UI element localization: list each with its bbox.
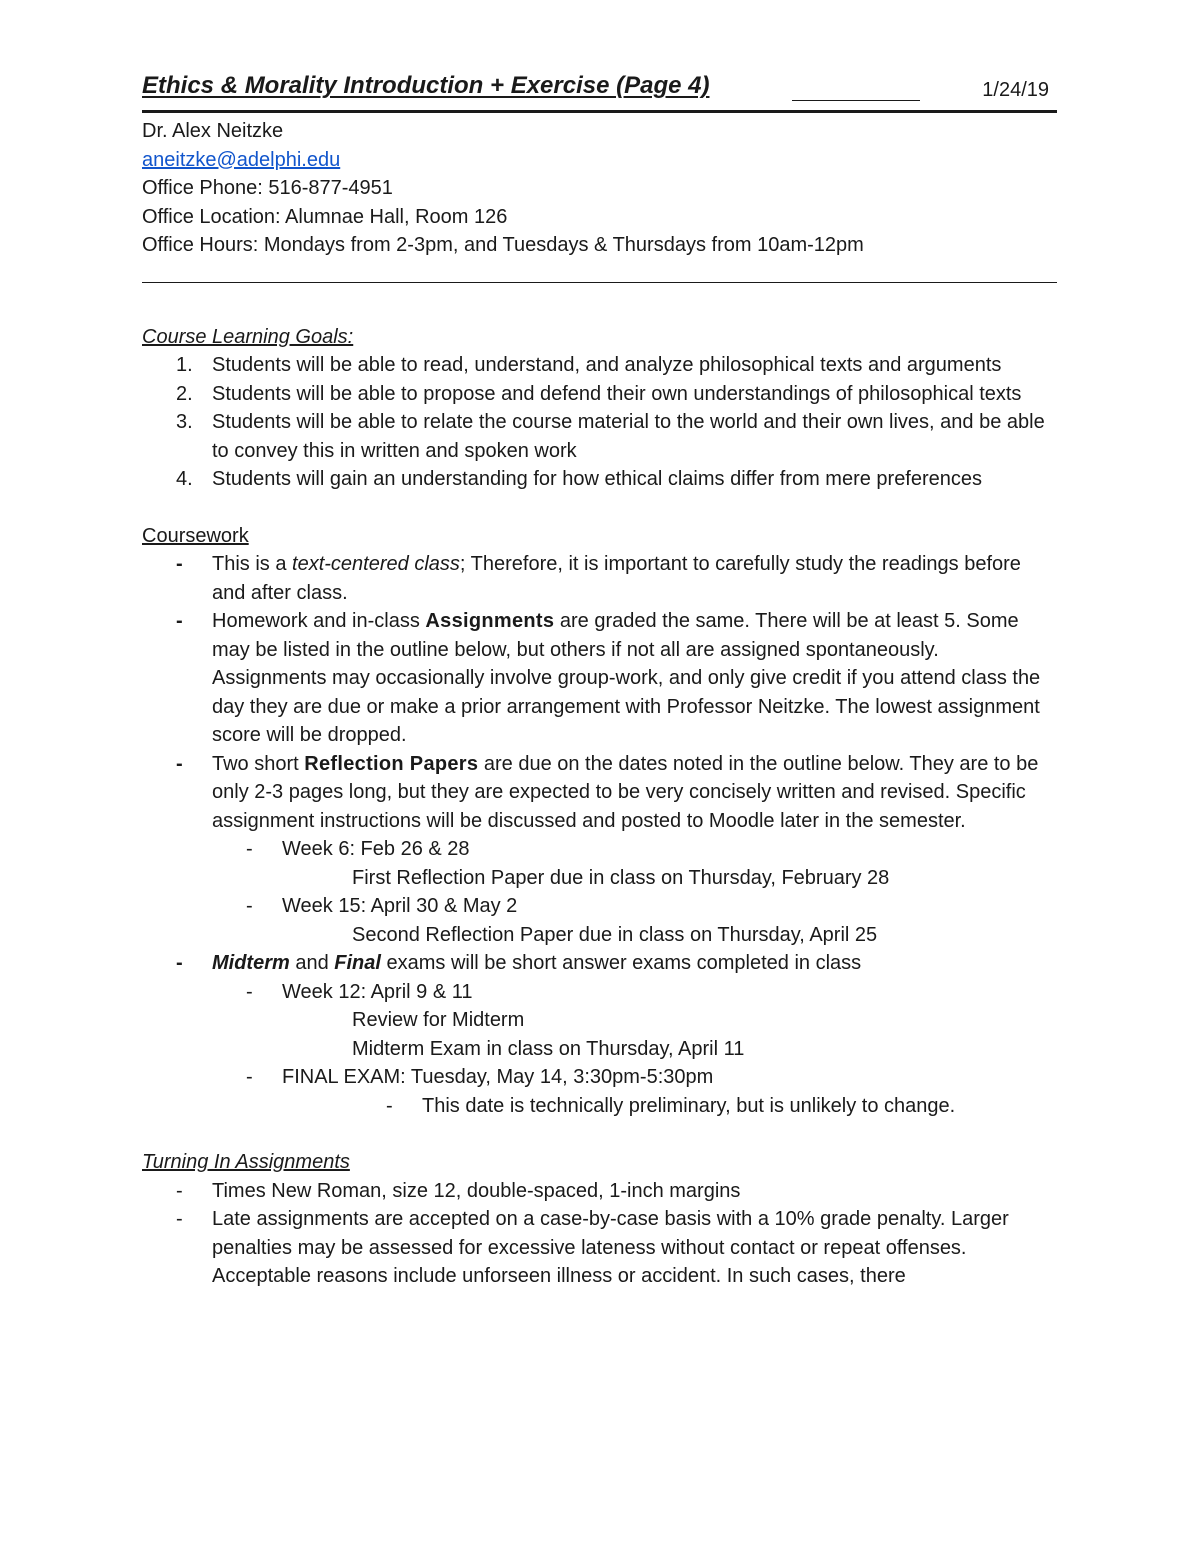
sub-list-item — [142, 978, 1057, 1064]
title-underline-rule — [792, 100, 920, 101]
goals-heading: Course Learning Goals: — [142, 325, 354, 348]
dash-bullet: - — [246, 838, 253, 860]
goal-text: Students will be able to read, understand, and analyze philosophical texts and arguments — [212, 354, 1002, 376]
turning-in-heading: Turning In Assignments — [142, 1151, 350, 1173]
coursework-text: exams will be short answer exams completed in class — [380, 952, 862, 974]
list-item — [142, 380, 1057, 409]
coursework-text: and — [289, 952, 335, 974]
coursework-list — [142, 550, 1057, 1120]
emphasis-text: text-centered class — [292, 553, 460, 575]
bold-italic-text: Midterm — [212, 952, 290, 974]
dash-bullet: - — [176, 752, 183, 775]
week-detail: Second Reflection Paper due in class on Thursday, April 25 — [352, 923, 878, 946]
dash-bullet: - — [176, 553, 183, 575]
exam-dates-list — [142, 978, 1057, 1121]
bold-text: Assignments — [425, 610, 555, 632]
goal-text: Students will be able to relate the course material to the world and their own lives, and be able to convey this in written and spoken work — [212, 411, 1045, 462]
list-number: 4. — [176, 468, 193, 490]
coursework-text: ; Therefore, it is important to carefully study the readings before and after class. — [212, 553, 1021, 604]
office-location: Office Location: Alumnae Hall, Room 126 — [142, 205, 508, 228]
coursework-heading: Coursework — [142, 524, 249, 547]
turning-in-list — [142, 1177, 1057, 1291]
reflection-dates-list — [142, 835, 1057, 949]
exam-note: This date is technically preliminary, but is unlikely to change. — [422, 1094, 956, 1117]
instructor-name: Dr. Alex Neitzke — [142, 120, 284, 142]
sub-list-item — [142, 1063, 1057, 1120]
dash-bullet: - — [176, 1179, 183, 1202]
list-item — [142, 1177, 1057, 1206]
bold-italic-text: Final — [334, 952, 381, 974]
turning-in-text: Late assignments are accepted on a case-by-case basis with a 10% grade penalty. Larger penalties may be assessed for excessive lateness without contact or repeat offenses. Acceptable reasons include unforseen illness or accident. In such cases, there — [212, 1208, 1009, 1287]
goal-text: Students will be able to propose and defend their own understandings of philosophical texts — [212, 382, 1022, 405]
coursework-text: Homework and in-class — [212, 610, 426, 632]
coursework-text: are due on the dates noted in the outline below. They are to be only 2-3 pages long, but they are expected to be very concisely written and revised. Specific assignment instructions will be discussed and posted to Moodle later in the semester. — [212, 752, 1039, 832]
sub-list-item — [142, 835, 1057, 892]
week-label: Week 15: April 30 & May 2 — [282, 895, 518, 917]
list-item — [142, 607, 1057, 750]
coursework-text: Two short — [212, 752, 305, 775]
week-detail: Midterm Exam in class on Thursday, April 11 — [352, 1037, 745, 1060]
sub-list-item — [142, 892, 1057, 949]
office-phone: Office Phone: 516-877-4951 — [142, 177, 393, 199]
turning-in-text: Times New Roman, size 12, double-spaced, 1-inch margins — [212, 1179, 741, 1202]
coursework-text: are graded the same. There will be at least 5. Some may be listed in the outline below, but others if not all are assigned spontaneously. Assignments may occasionally involve group-work, and only give credit if you attend class the day they are due or make a prior arrangement with Professor Neitzke. The lowest assignment score will be dropped. — [212, 610, 1041, 746]
document-title: Ethics & Morality Introduction + Exercise (Page 4) — [142, 72, 710, 99]
dash-bullet: - — [246, 980, 253, 1003]
week-detail: Review for Midterm — [352, 1009, 525, 1031]
contact-block — [142, 117, 1057, 260]
list-item — [142, 351, 1057, 380]
dash-bullet: - — [386, 1094, 393, 1117]
list-item — [142, 408, 1057, 465]
dash-bullet: - — [176, 952, 183, 974]
dash-bullet: - — [176, 1208, 183, 1230]
header-divider — [142, 110, 1057, 113]
list-number: 2. — [176, 382, 193, 405]
email-link[interactable]: aneitzke@adelphi.edu — [142, 148, 341, 171]
coursework-text: This is a — [212, 553, 293, 575]
list-number: 1. — [176, 354, 193, 376]
week-detail: First Reflection Paper due in class on Thursday, February 28 — [352, 866, 890, 889]
list-item — [142, 750, 1057, 950]
bold-text: Reflection Papers — [304, 752, 479, 775]
office-hours: Office Hours: Mondays from 2-3pm, and Tuesdays & Thursdays from 10am-12pm — [142, 234, 864, 256]
dash-bullet: - — [246, 1066, 253, 1088]
list-item — [142, 550, 1057, 607]
contact-divider — [142, 282, 1057, 283]
document-date: 1/24/19 — [982, 79, 1049, 101]
dash-bullet: - — [246, 895, 253, 917]
week-label: FINAL EXAM: Tuesday, May 14, 3:30pm-5:30pm — [282, 1066, 714, 1088]
list-number: 3. — [176, 411, 193, 433]
sub-sub-item — [282, 1092, 1057, 1121]
list-item — [142, 465, 1057, 494]
list-item — [142, 949, 1057, 1120]
goals-list — [142, 351, 1057, 494]
week-label: Week 6: Feb 26 & 28 — [282, 838, 470, 860]
list-item — [142, 1205, 1057, 1291]
goal-text: Students will gain an understanding for how ethical claims differ from mere preferences — [212, 468, 983, 490]
dash-bullet: - — [176, 610, 183, 632]
document-page — [142, 68, 1057, 1291]
document-header — [142, 68, 1057, 106]
week-label: Week 12: April 9 & 11 — [282, 980, 473, 1003]
